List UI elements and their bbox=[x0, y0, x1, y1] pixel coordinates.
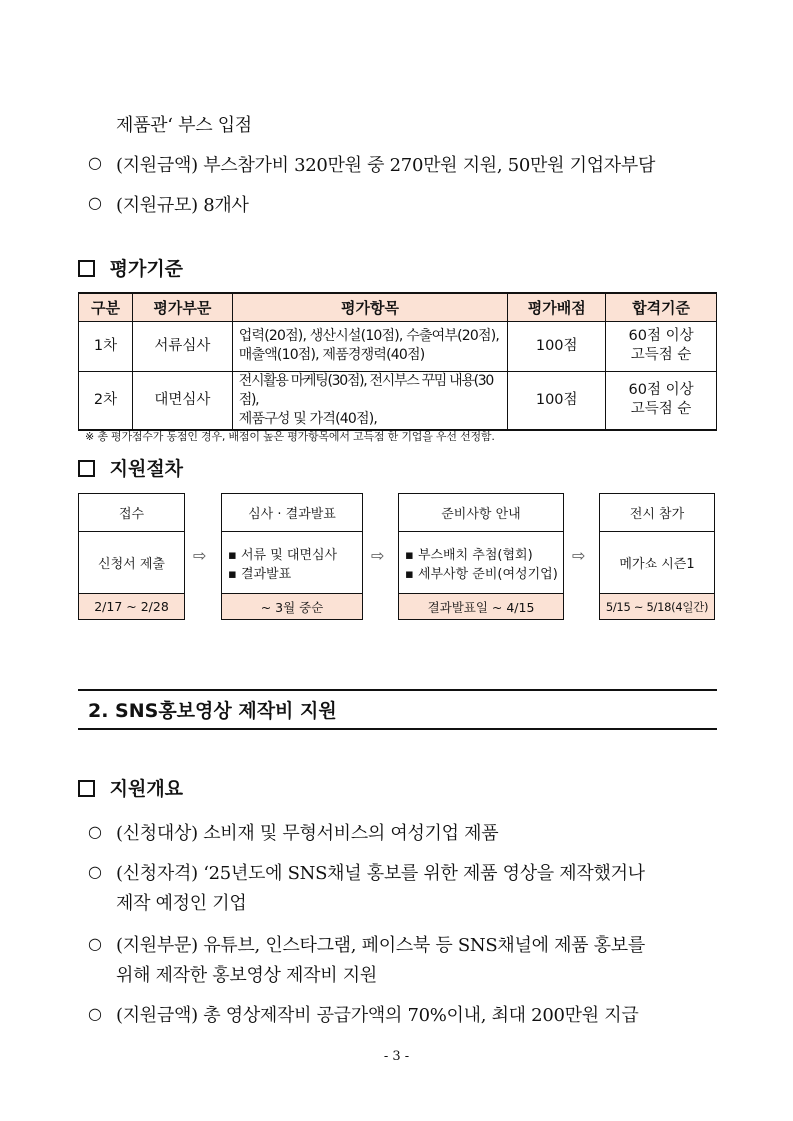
table-header-row bbox=[79, 293, 717, 321]
arrow-right-icon: ⇨ bbox=[572, 546, 586, 565]
step-date: 5/15 ~ 5/18(4일간) bbox=[600, 594, 714, 619]
criteria-heading-text: 평가기준 bbox=[109, 258, 184, 280]
procedure-heading-text: 지원절차 bbox=[109, 458, 184, 480]
checkbox-square-icon bbox=[78, 780, 95, 797]
overview-item-line: 위해 제작한 홍보영상 제작비 지원 bbox=[116, 965, 377, 986]
pass-cell bbox=[606, 321, 717, 371]
page-number: - 3 - bbox=[383, 1049, 410, 1064]
pass-line: 고득점 순 bbox=[630, 401, 692, 417]
step-review bbox=[221, 493, 363, 620]
step-preparation bbox=[398, 493, 564, 620]
table-row bbox=[79, 321, 717, 371]
items-cell bbox=[232, 371, 508, 430]
overview-item-line: (신청자격) ‘25년도에 SNS채널 홍보를 위한 제품 영상을 제작했거나 bbox=[116, 863, 645, 884]
step-line: ▪ 부스배치 추첨(협회) bbox=[405, 547, 533, 563]
overview-heading-text: 지원개요 bbox=[109, 778, 184, 800]
step-title: 심사 · 결과발표 bbox=[222, 494, 362, 532]
items-line: 전시활용 마케팅(30점), 전시부스 꾸밈 내용(30점), bbox=[238, 372, 493, 408]
continuation-text: 제품관‘ 부스 입점 bbox=[116, 115, 252, 136]
column-header: 평가항목 bbox=[232, 293, 508, 321]
bullet-icon: ○ bbox=[88, 193, 102, 212]
pass-line: 고득점 순 bbox=[630, 347, 692, 363]
step-line: ▪ 세부사항 준비(여성기업) bbox=[405, 566, 558, 582]
criteria-heading bbox=[78, 254, 183, 281]
column-header: 구분 bbox=[79, 293, 133, 321]
evaluation-table bbox=[78, 292, 717, 431]
step-date: 2/17 ~ 2/28 bbox=[79, 594, 184, 619]
step-body bbox=[79, 532, 184, 594]
bullet-icon: ○ bbox=[88, 822, 102, 841]
step-line: ▪ 서류 및 대면심사 bbox=[228, 547, 338, 563]
arrow-right-icon: ⇨ bbox=[193, 546, 207, 565]
arrow-right-icon: ⇨ bbox=[371, 546, 385, 565]
pass-line: 60점 이상 bbox=[628, 328, 694, 344]
step-body bbox=[399, 532, 563, 594]
column-header: 평가배점 bbox=[508, 293, 606, 321]
step-line: ▪ 결과발표 bbox=[228, 566, 292, 582]
step-line: 신청서 제출 bbox=[98, 557, 165, 572]
step-title: 준비사항 안내 bbox=[399, 494, 563, 532]
score-cell: 100점 bbox=[508, 321, 606, 371]
checkbox-square-icon bbox=[78, 260, 95, 277]
support-amount-text: (지원금액) 부스참가비 320만원 중 270만원 지원, 50만원 기업자부담 bbox=[116, 155, 656, 176]
bullet-icon: ○ bbox=[88, 862, 102, 881]
score-cell: 100점 bbox=[508, 371, 606, 430]
items-line: 제품구성 및 가격(40점), bbox=[238, 410, 378, 427]
checkbox-square-icon bbox=[78, 460, 95, 477]
bullet-icon: ○ bbox=[88, 934, 102, 953]
items-cell bbox=[232, 321, 508, 371]
step-exhibition bbox=[599, 493, 715, 620]
step-line: 메가쇼 시즌1 bbox=[619, 557, 695, 572]
procedure-heading bbox=[78, 454, 183, 481]
step-title: 전시 참가 bbox=[600, 494, 714, 532]
column-header: 합격기준 bbox=[606, 293, 717, 321]
step-body bbox=[600, 532, 714, 594]
table-row bbox=[79, 371, 717, 430]
overview-item-line: (지원금액) 총 영상제작비 공급가액의 70%이내, 최대 200만원 지급 bbox=[116, 1005, 639, 1026]
items-line: 업력(20점), 생산시설(10점), 수출여부(20점), bbox=[238, 328, 500, 344]
step-title: 접수 bbox=[79, 494, 184, 532]
category-cell: 서류심사 bbox=[132, 321, 232, 371]
stage-cell: 2차 bbox=[79, 371, 133, 430]
bullet-icon: ○ bbox=[88, 1004, 102, 1023]
step-body bbox=[222, 532, 362, 594]
bullet-icon: ○ bbox=[88, 153, 102, 172]
items-line: 매출액(10점), 제품경쟁력(40점) bbox=[238, 347, 425, 363]
step-date: ~ 3월 중순 bbox=[222, 594, 362, 619]
overview-item-line: (지원부문) 유튜브, 인스타그램, 페이스북 등 SNS채널에 제품 홍보를 bbox=[116, 935, 645, 956]
overview-item-line: (신청대상) 소비재 및 무형서비스의 여성기업 제품 bbox=[116, 823, 499, 844]
pass-line: 60점 이상 bbox=[628, 382, 694, 398]
step-date: 결과발표일 ~ 4/15 bbox=[399, 594, 563, 619]
column-header: 평가부문 bbox=[132, 293, 232, 321]
overview-heading bbox=[78, 774, 183, 801]
overview-item-line: 제작 예정인 기업 bbox=[116, 893, 247, 914]
category-cell: 대면심사 bbox=[132, 371, 232, 430]
support-scale-text: (지원규모) 8개사 bbox=[116, 195, 249, 216]
section-2-title: 2. SNS홍보영상 제작비 지원 bbox=[78, 689, 717, 730]
pass-cell bbox=[606, 371, 717, 430]
step-reception bbox=[78, 493, 185, 620]
stage-cell: 1차 bbox=[79, 321, 133, 371]
tie-break-note: ※ 총 평가점수가 동점인 경우, 배점이 높은 평가항목에서 고득점 한 기업을 우선 선정함. bbox=[85, 430, 495, 443]
